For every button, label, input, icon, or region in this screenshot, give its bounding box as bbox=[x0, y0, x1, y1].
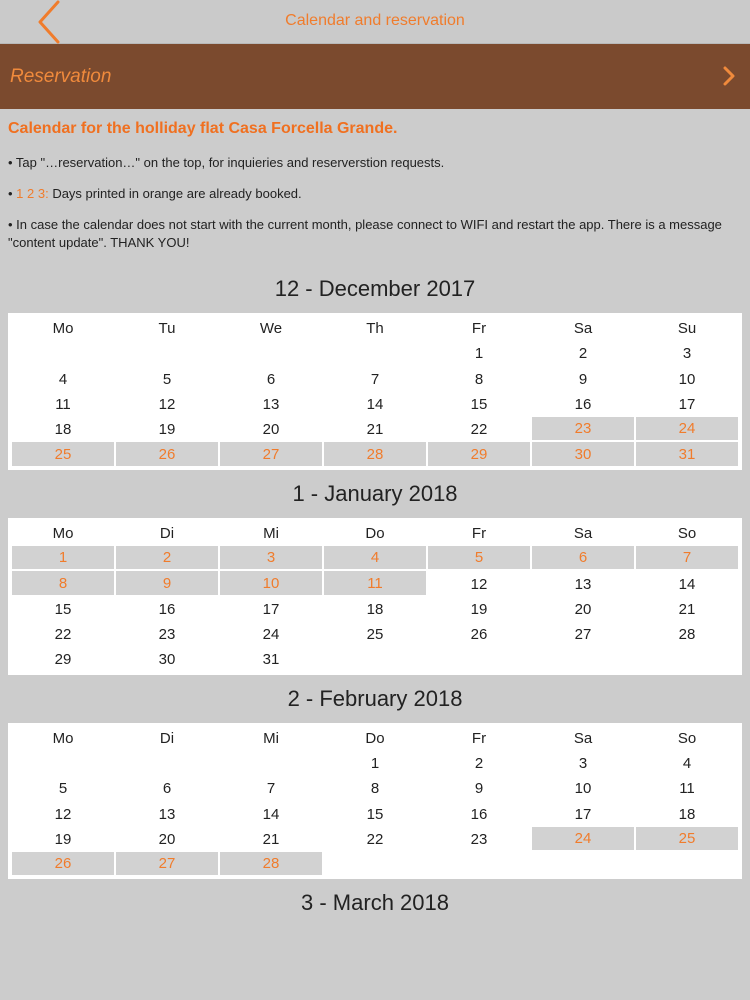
calendar-day[interactable]: 16 bbox=[470, 805, 488, 823]
weekday-header: So bbox=[677, 524, 697, 542]
calendar-week-row bbox=[12, 392, 738, 417]
weekday-header: So bbox=[677, 729, 697, 747]
calendar-grid bbox=[10, 316, 740, 468]
calendar-day[interactable]: 15 bbox=[54, 600, 72, 618]
chevron-right-icon bbox=[722, 66, 736, 86]
weekday-header: Fr bbox=[471, 524, 487, 542]
calendar-day[interactable]: 19 bbox=[470, 600, 488, 618]
calendar-day[interactable]: 26 bbox=[470, 626, 488, 644]
calendar-grid bbox=[10, 726, 740, 878]
calendar-day[interactable]: 25 bbox=[636, 827, 738, 852]
legend-text: Days printed in orange are already booked. bbox=[48, 186, 302, 201]
reservation-bar[interactable] bbox=[0, 44, 750, 109]
calendar-day[interactable]: 1 bbox=[474, 345, 484, 363]
calendar-day[interactable]: 5 bbox=[428, 546, 530, 571]
calendar-empty-cell bbox=[532, 852, 634, 877]
calendar-day[interactable]: 25 bbox=[12, 442, 114, 467]
calendar-week-row bbox=[12, 751, 738, 776]
month-calendar bbox=[8, 518, 742, 675]
calendar-day[interactable]: 3 bbox=[682, 345, 692, 363]
calendar-day[interactable]: 21 bbox=[366, 421, 384, 439]
calendar-day[interactable]: 9 bbox=[474, 780, 484, 798]
calendar-day[interactable]: 25 bbox=[366, 626, 384, 644]
calendar-empty-cell bbox=[324, 852, 426, 877]
calendar-day[interactable]: 3 bbox=[578, 755, 588, 772]
calendar-day[interactable]: 12 bbox=[158, 396, 176, 414]
reservation-label: Reservation bbox=[10, 66, 112, 87]
calendar-day[interactable]: 26 bbox=[116, 442, 218, 467]
calendar-day[interactable]: 30 bbox=[158, 651, 176, 669]
calendar-day[interactable]: 2 bbox=[578, 345, 588, 363]
calendar-day[interactable]: 24 bbox=[532, 827, 634, 852]
calendar-day[interactable]: 18 bbox=[54, 421, 72, 439]
calendar-week-row bbox=[12, 827, 738, 852]
note-reservation: • Tap "…reservation…" on the top, for inquieries and reserverstion requests. bbox=[8, 155, 445, 170]
calendar-day[interactable]: 3 bbox=[220, 546, 322, 571]
calendar-empty-cell bbox=[12, 341, 114, 366]
calendar-day[interactable]: 11 bbox=[55, 396, 71, 414]
calendar-day[interactable]: 28 bbox=[678, 626, 696, 644]
weekday-header: Th bbox=[366, 320, 384, 338]
calendar-week-row bbox=[12, 341, 738, 366]
calendar-day[interactable]: 5 bbox=[162, 370, 172, 388]
calendar-day[interactable]: 1 bbox=[370, 755, 380, 772]
calendar-day[interactable]: 10 bbox=[678, 370, 696, 388]
calendar-day[interactable]: 29 bbox=[428, 442, 530, 467]
calendar-empty-cell bbox=[116, 751, 218, 776]
legend-orange-sample: 1 2 3: bbox=[16, 186, 49, 201]
calendar-day[interactable]: 23 bbox=[158, 626, 176, 644]
calendar-empty-cell bbox=[324, 341, 426, 366]
calendar-day[interactable]: 14 bbox=[678, 575, 696, 593]
page-heading: Calendar for the holliday flat Casa Forcella Grande. bbox=[8, 120, 398, 137]
calendar-day[interactable]: 21 bbox=[678, 600, 696, 618]
calendar-day[interactable]: 18 bbox=[366, 600, 384, 618]
calendar-day[interactable]: 29 bbox=[54, 651, 72, 669]
month-title: 3 - March 2018 bbox=[301, 890, 449, 916]
weekday-header: Mi bbox=[263, 524, 279, 542]
calendar-day[interactable]: 7 bbox=[266, 780, 276, 798]
calendar-empty-cell bbox=[220, 751, 322, 776]
calendar-day[interactable]: 2 bbox=[116, 546, 218, 571]
calendar-week-row bbox=[12, 597, 738, 622]
calendar-day[interactable]: 28 bbox=[324, 442, 426, 467]
weekday-header: Fr bbox=[471, 320, 487, 338]
weekday-header: Mo bbox=[52, 524, 74, 542]
weekday-header: Mi bbox=[263, 729, 279, 747]
calendar-week-row bbox=[12, 571, 738, 596]
weekday-header: Di bbox=[159, 524, 175, 542]
calendar-day[interactable]: 14 bbox=[366, 396, 384, 414]
note-wifi: • In case the calendar does not start with the current month, please connect to WIFI and restart the app. There is a message "content update". THANK YOU! bbox=[8, 217, 722, 250]
weekday-header: Tu bbox=[158, 320, 176, 338]
calendar-week-row bbox=[12, 417, 738, 442]
calendar-day[interactable]: 7 bbox=[636, 546, 738, 571]
calendar-day[interactable]: 27 bbox=[574, 626, 592, 644]
calendar-day[interactable]: 24 bbox=[636, 417, 738, 442]
weekday-header: Su bbox=[677, 320, 697, 338]
calendar-day[interactable]: 14 bbox=[262, 805, 280, 823]
calendar-day[interactable]: 15 bbox=[366, 805, 384, 823]
calendar-day[interactable]: 31 bbox=[262, 651, 280, 669]
calendar-day[interactable]: 19 bbox=[54, 830, 72, 848]
weekday-header: Sa bbox=[573, 729, 593, 747]
calendar-day[interactable]: 19 bbox=[158, 421, 176, 439]
calendar-day[interactable]: 4 bbox=[324, 546, 426, 571]
calendar-week-row bbox=[12, 546, 738, 571]
weekday-header: Fr bbox=[471, 729, 487, 747]
calendar-day[interactable]: 27 bbox=[116, 852, 218, 877]
calendar-empty-cell bbox=[116, 341, 218, 366]
weekday-header: Di bbox=[159, 729, 175, 747]
calendar-empty-cell bbox=[12, 751, 114, 776]
calendar-day[interactable]: 16 bbox=[574, 396, 592, 414]
legend-bullet: • bbox=[8, 186, 17, 201]
calendar-day[interactable]: 16 bbox=[158, 600, 176, 618]
calendar-day[interactable]: 31 bbox=[636, 442, 738, 467]
calendar-day[interactable]: 18 bbox=[678, 805, 696, 823]
calendar-grid bbox=[10, 521, 740, 673]
calendar-day[interactable]: 20 bbox=[574, 600, 592, 618]
calendar-day[interactable]: 8 bbox=[12, 571, 114, 596]
calendar-week-row bbox=[12, 367, 738, 392]
calendar-day[interactable]: 6 bbox=[532, 546, 634, 571]
calendar-week-row bbox=[12, 776, 738, 801]
calendar-day[interactable]: 8 bbox=[474, 370, 484, 388]
calendar-day[interactable]: 6 bbox=[162, 780, 172, 798]
calendar-day[interactable]: 27 bbox=[220, 442, 322, 467]
month-title: 12 - December 2017 bbox=[274, 276, 476, 301]
calendar-day[interactable]: 15 bbox=[470, 396, 488, 414]
calendar-day[interactable]: 4 bbox=[682, 755, 692, 772]
calendar-day[interactable]: 7 bbox=[370, 370, 380, 388]
month-title: 1 - January 2018 bbox=[292, 480, 458, 506]
month-calendar bbox=[8, 723, 742, 880]
weekday-header-row bbox=[12, 521, 738, 546]
month-calendar bbox=[8, 313, 742, 470]
calendar-day[interactable]: 17 bbox=[574, 805, 592, 823]
calendar-day[interactable]: 1 bbox=[12, 546, 114, 571]
calendar-day[interactable]: 11 bbox=[679, 780, 695, 798]
calendar-week-row bbox=[12, 801, 738, 826]
calendar-day[interactable]: 13 bbox=[158, 805, 176, 823]
calendar-day[interactable]: 23 bbox=[532, 417, 634, 442]
calendar-day[interactable]: 9 bbox=[578, 370, 588, 388]
calendar-week-row bbox=[12, 622, 738, 647]
calendar-week-row bbox=[12, 442, 738, 467]
nav-title: Calendar and reservation bbox=[285, 12, 465, 29]
calendar-day[interactable]: 22 bbox=[54, 626, 72, 644]
calendar-empty-cell bbox=[428, 647, 530, 672]
calendar-list bbox=[8, 265, 742, 927]
calendar-day[interactable]: 22 bbox=[366, 830, 384, 848]
calendar-day[interactable]: 12 bbox=[470, 575, 488, 593]
calendar-empty-cell bbox=[532, 647, 634, 672]
calendar-day[interactable]: 8 bbox=[370, 780, 380, 798]
calendar-day[interactable]: 2 bbox=[474, 755, 484, 772]
calendar-day[interactable]: 13 bbox=[574, 575, 592, 593]
calendar-day[interactable]: 22 bbox=[470, 421, 488, 439]
weekday-header: Do bbox=[365, 524, 385, 542]
calendar-empty-cell bbox=[636, 852, 738, 877]
calendar-empty-cell bbox=[636, 647, 738, 672]
calendar-day[interactable]: 23 bbox=[470, 830, 488, 848]
calendar-day[interactable]: 30 bbox=[532, 442, 634, 467]
calendar-week-row bbox=[12, 852, 738, 877]
calendar-day[interactable]: 20 bbox=[262, 421, 280, 439]
calendar-day[interactable]: 10 bbox=[220, 571, 322, 596]
calendar-day[interactable]: 20 bbox=[158, 830, 176, 848]
weekday-header: Mo bbox=[52, 320, 74, 338]
calendar-empty-cell bbox=[324, 647, 426, 672]
calendar-day[interactable]: 13 bbox=[262, 396, 280, 414]
navigation-bar bbox=[0, 0, 750, 44]
calendar-day[interactable]: 17 bbox=[678, 396, 696, 414]
calendar-week-row bbox=[12, 647, 738, 672]
calendar-day[interactable]: 17 bbox=[262, 600, 280, 618]
weekday-header: Sa bbox=[573, 320, 593, 338]
calendar-day[interactable]: 21 bbox=[262, 830, 280, 848]
calendar-day[interactable]: 11 bbox=[324, 571, 426, 596]
weekday-header: Mo bbox=[52, 729, 74, 747]
content bbox=[0, 109, 750, 927]
calendar-day[interactable]: 28 bbox=[220, 852, 322, 877]
calendar-day[interactable]: 6 bbox=[266, 370, 276, 388]
calendar-day[interactable]: 24 bbox=[262, 626, 280, 644]
calendar-day[interactable]: 12 bbox=[54, 805, 72, 823]
calendar-day[interactable]: 26 bbox=[12, 852, 114, 877]
weekday-header-row bbox=[12, 316, 738, 341]
calendar-day[interactable]: 4 bbox=[58, 370, 68, 388]
weekday-header-row bbox=[12, 726, 738, 751]
calendar-day[interactable]: 9 bbox=[116, 571, 218, 596]
weekday-header: Sa bbox=[573, 524, 593, 542]
weekday-header: We bbox=[259, 320, 283, 338]
weekday-header: Do bbox=[365, 729, 385, 747]
month-title: 2 - February 2018 bbox=[287, 685, 463, 711]
calendar-empty-cell bbox=[220, 341, 322, 366]
calendar-empty-cell bbox=[428, 852, 530, 877]
note-booked-legend bbox=[8, 185, 742, 203]
calendar-day[interactable]: 5 bbox=[58, 780, 68, 798]
calendar-day[interactable]: 10 bbox=[574, 780, 592, 798]
